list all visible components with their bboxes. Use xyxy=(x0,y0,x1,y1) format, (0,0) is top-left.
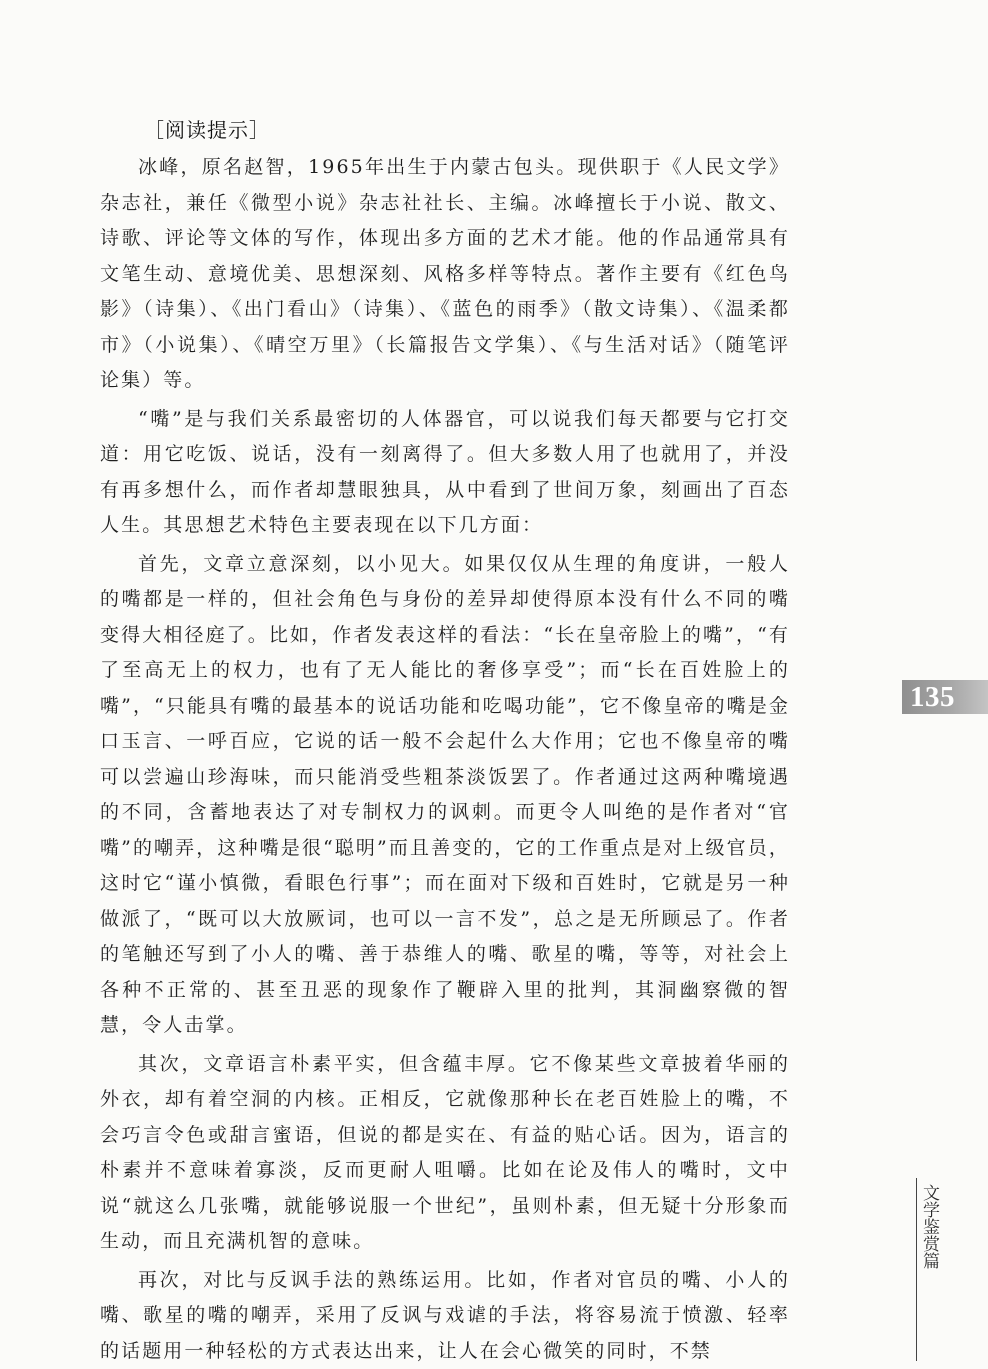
paragraph-overview: “嘴”是与我们关系最密切的人体器官，可以说我们每天都要与它打交道：用它吃饭、说话，没有一刻离得了。但大多数人用了也就用了，并没有再多想什么，而作者却慧眼独具，从中看到了世间万象，刻画出了百态人生。其思想艺术特色主要表现在以下几方面： xyxy=(100,402,790,544)
paragraph-first-point: 首先，文章立意深刻，以小见大。如果仅仅从生理的角度讲，一般人的嘴都是一样的，但社会角色与身份的差异却使得原本没有什么不同的嘴变得大相径庭了。比如，作者发表这样的看法：“长在皇帝脸上的嘴”，“有了至高无上的权力，也有了无人能比的奢侈享受”；而“长在百姓脸上的嘴”，“只能具有嘴的最基本的说话功能和吃喝功能”，它不像皇帝的嘴是金口玉言、一呼百应，它说的话一般不会起什么大作用；它也不像皇帝的嘴可以尝遍山珍海味，而只能消受些粗茶淡饭罢了。作者通过这两种嘴境遇的不同，含蓄地表达了对专制权力的讽刺。而更令人叫绝的是作者对“官嘴”的嘲弄，这种嘴是很“聪明”而且善变的，它的工作重点是对上级官员，这时它“谨小慎微，看眼色行事”；而在面对下级和百姓时，它就是另一种做派了，“既可以大放厥词，也可以一言不发”，总之是无所顾忌了。作者的笔触还写到了小人的嘴、善于恭维人的嘴、歌星的嘴，等等，对社会上各种不正常的、甚至丑恶的现象作了鞭辟入里的批判，其洞幽察微的智慧，令人击掌。 xyxy=(100,547,790,1044)
paragraph-second-point: 其次，文章语言朴素平实，但含蕴丰厚。它不像某些文章披着华丽的外衣，却有着空洞的内核。正相反，它就像那种长在老百姓脸上的嘴，不会巧言令色或甜言蜜语，但说的都是实在、有益的贴心话。因为，语言的朴素并不意味着寡淡，反而更耐人咀嚼。比如在论及伟人的嘴时，文中说“就这么几张嘴，就能够说服一个世纪”，虽则朴素，但无疑十分形象而生动，而且充满机智的意味。 xyxy=(100,1047,790,1260)
section-label: 文学鉴赏篇 xyxy=(918,1184,942,1269)
page-number-tab xyxy=(902,680,988,714)
page-number: 135 xyxy=(910,680,955,714)
paragraph-author-intro: 冰峰，原名赵智，1965年出生于内蒙古包头。现供职于《人民文学》杂志社，兼任《微型小说》杂志社社长、主编。冰峰擅长于小说、散文、诗歌、评论等文体的写作，体现出多方面的艺术才能。他的作品通常具有文笔生动、意境优美、思想深刻、风格多样等特点。著作主要有《红色鸟影》（诗集）、《出门看山》（诗集）、《蓝色的雨季》（散文诗集）、《温柔都市》（小说集）、《晴空万里》（长篇报告文学集）、《与生活对话》（随笔评论集）等。 xyxy=(100,150,790,399)
reading-tips-heading: ［阅读提示］ xyxy=(144,112,790,148)
paragraph-third-point: 再次，对比与反讽手法的熟练运用。比如，作者对官员的嘴、小人的嘴、歌星的嘴的嘲弄，采用了反讽与戏谑的手法，将容易流于愤激、轻率的话题用一种轻松的方式表达出来，让人在会心微笑的同时，不禁 xyxy=(100,1263,790,1369)
page-content xyxy=(100,112,790,1369)
